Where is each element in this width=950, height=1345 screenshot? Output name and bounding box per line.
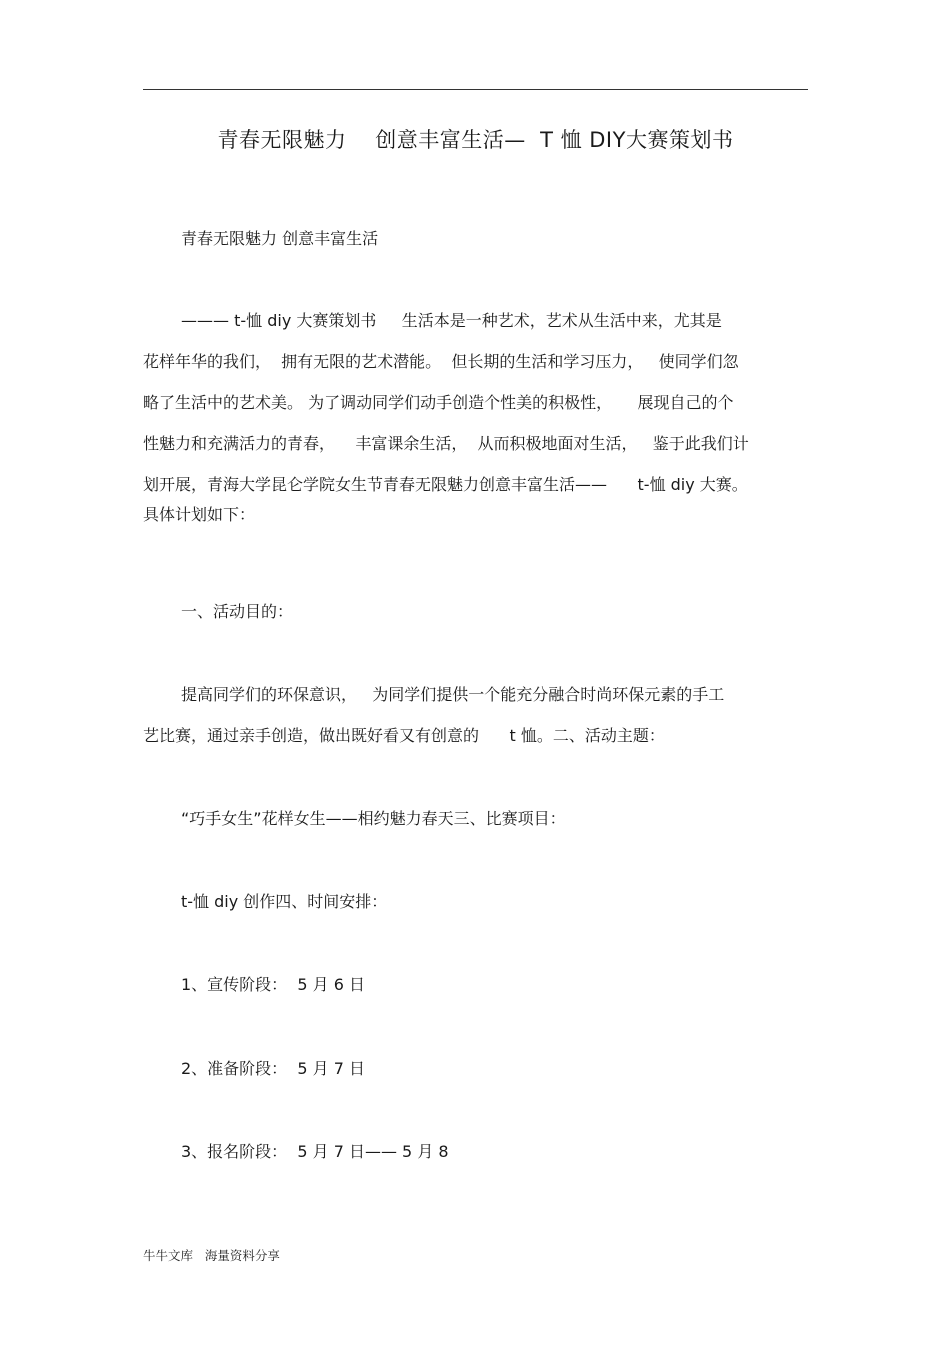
purpose-line: 提高同学们的环保意识， 为同学们提供一个能充分融合时尚环保元素的手工 bbox=[181, 685, 725, 704]
intro-line: 划开展，青海大学昆仑学院女生节青春无限魅力创意丰富生活—— t-恤 diy 大赛。 bbox=[143, 475, 748, 494]
theme-paragraph bbox=[143, 798, 808, 839]
subtitle: 青春无限魅力 创意丰富生活 bbox=[181, 229, 379, 248]
intro-line: ——— t-恤 diy 大赛策划书 生活本是一种艺术，艺术从生活中来，尤其是 bbox=[181, 311, 722, 330]
intro-line: 具体计划如下： bbox=[143, 505, 256, 524]
intro-line: 略了生活中的艺术美。 为了调动同学们动手创造个性美的积极性， 展现自己的个 bbox=[143, 393, 734, 412]
section1-paragraph bbox=[143, 591, 808, 632]
schedule-item-1 bbox=[143, 964, 808, 1005]
schedule-line: 1、宣传阶段： 5 月 6 日 bbox=[181, 975, 365, 994]
purpose-paragraph bbox=[143, 674, 808, 756]
schedule-item-3 bbox=[143, 1131, 808, 1172]
schedule-item-2 bbox=[143, 1048, 808, 1089]
schedule-line: 3、报名阶段： 5 月 7 日—— 5 月 8 bbox=[181, 1142, 449, 1161]
header-rule bbox=[143, 89, 808, 90]
intro-paragraph bbox=[143, 300, 808, 525]
purpose-line: 艺比赛，通过亲手创造，做出既好看又有创意的 t 恤。二、活动主题： bbox=[143, 726, 665, 745]
page-footer: 牛牛文库 海量资料分享 bbox=[143, 1248, 280, 1263]
project-paragraph bbox=[143, 881, 808, 922]
project-line: t-恤 diy 创作四、时间安排： bbox=[181, 892, 388, 911]
subtitle-paragraph bbox=[143, 218, 808, 259]
intro-line: 花样年华的我们， 拥有无限的艺术潜能。 但长期的生活和学习压力， 使同学们忽 bbox=[143, 352, 739, 371]
section-heading: 一、活动目的： bbox=[181, 602, 294, 621]
theme-line: “巧手女生”花样女生——相约魅力春天三、比赛项目： bbox=[181, 809, 566, 828]
schedule-line: 2、准备阶段： 5 月 7 日 bbox=[181, 1059, 365, 1078]
intro-line: 性魅力和充满活力的青春， 丰富课余生活， 从而积极地面对生活， 鉴于此我们计 bbox=[143, 434, 749, 453]
document-title-text: 青春无限魅力 创意丰富生活— T 恤 DIY大赛策划书 bbox=[217, 128, 734, 152]
document-title bbox=[143, 124, 808, 154]
